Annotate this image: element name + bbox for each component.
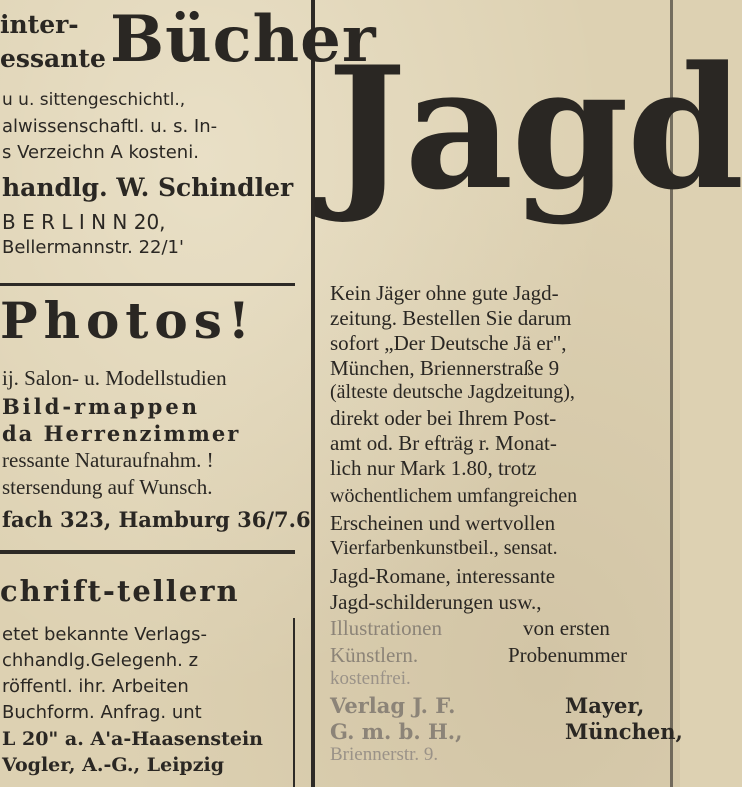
- ad-books-line1: inter-: [0, 10, 79, 39]
- body-line: zeitung. Bestellen Sie darum: [330, 306, 572, 330]
- ad-writers-line3: röffentl. ihr. Arbeiten: [2, 676, 189, 697]
- ad-jagd-headline: Jagd: [327, 29, 742, 227]
- body-line: amt od. Br efträg r. Monat-: [330, 431, 557, 455]
- ad-writers-headline: chrift-tellern: [0, 574, 240, 608]
- ad-photos-line1: ij. Salon- u. Modellstudien: [2, 366, 227, 390]
- faded-line: Verlag J. F.: [330, 693, 456, 718]
- divider-2: [0, 550, 295, 554]
- ad-photos-line2: Bild-rmappen: [2, 394, 200, 419]
- ad-photos-address: fach 323, Hamburg 36/7.6: [2, 507, 311, 532]
- body-line: wöchentlichem umfangreichen: [330, 485, 578, 507]
- ad-photos-line5: stersendung auf Wunsch.: [2, 475, 213, 499]
- faded-line: kostenfrei.: [330, 668, 411, 689]
- ad-books-street: Bellermannstr. 22/1': [2, 237, 184, 258]
- ad-books-city: B E R L I N N 20,: [2, 210, 166, 234]
- ad-books-line5: s Verzeichn A kosteni.: [2, 142, 199, 163]
- ad-photos-line4: ressante Naturaufnahm. !: [2, 448, 214, 472]
- ad-books-line2: essante: [0, 44, 106, 73]
- tail-von-ersten: von ersten: [523, 616, 610, 640]
- body-line: Erscheinen und wertvollen: [330, 511, 556, 535]
- ad-photos-headline: Photos!: [0, 291, 256, 350]
- ad-writers-line4: Buchform. Anfrag. unt: [2, 702, 202, 723]
- ad-books-headline: Bücher: [110, 2, 377, 77]
- column-divider: [311, 0, 315, 787]
- ad-books-line4: alwissenschaftl. u. s. In-: [2, 116, 218, 137]
- faded-line: Illustrationen: [330, 616, 442, 640]
- ad-writers-line5: L 20" a. A'a-Haasenstein: [2, 728, 263, 750]
- body-line: München, Briennerstraße 9: [330, 356, 560, 380]
- body-line: lich nur Mark 1.80, trotz: [330, 456, 537, 480]
- tail-muenchen: München,: [565, 719, 683, 744]
- body-line: (älteste deutsche Jagdzeitung),: [330, 381, 575, 403]
- body-line: Vierfarbenkunstbeil., sensat.: [330, 537, 558, 559]
- tail-mayer: Mayer,: [565, 693, 645, 718]
- body-line: Jagd-Romane, interessante: [330, 564, 556, 588]
- ad-books-publisher: handlg. W. Schindler: [2, 173, 294, 202]
- ad-writers-line6: Vogler, A.-G., Leipzig: [2, 754, 224, 776]
- ad-writers-line1: etet bekannte Verlags-: [2, 624, 208, 645]
- writers-box-edge: [293, 618, 295, 787]
- body-line: direkt oder bei Ihrem Post-: [330, 406, 557, 430]
- body-line: Jagd-schilderungen usw.,: [330, 590, 542, 614]
- body-line: Kein Jäger ohne gute Jagd-: [330, 281, 559, 305]
- faded-line: Künstlern.: [330, 643, 419, 667]
- ad-photos-line3: da Herrenzimmer: [2, 421, 241, 446]
- ad-books-line3: u u. sittengeschichtl.,: [2, 90, 186, 110]
- ad-writers-line2: chhandlg.Gelegenh. z: [2, 650, 199, 671]
- faded-line: Briennerstr. 9.: [330, 744, 439, 765]
- body-line: sofort „Der Deutsche Jä er",: [330, 331, 567, 355]
- faded-line: G. m. b. H.,: [330, 719, 463, 744]
- divider-1: [0, 283, 295, 286]
- tail-probenummer: Probenummer: [508, 643, 627, 667]
